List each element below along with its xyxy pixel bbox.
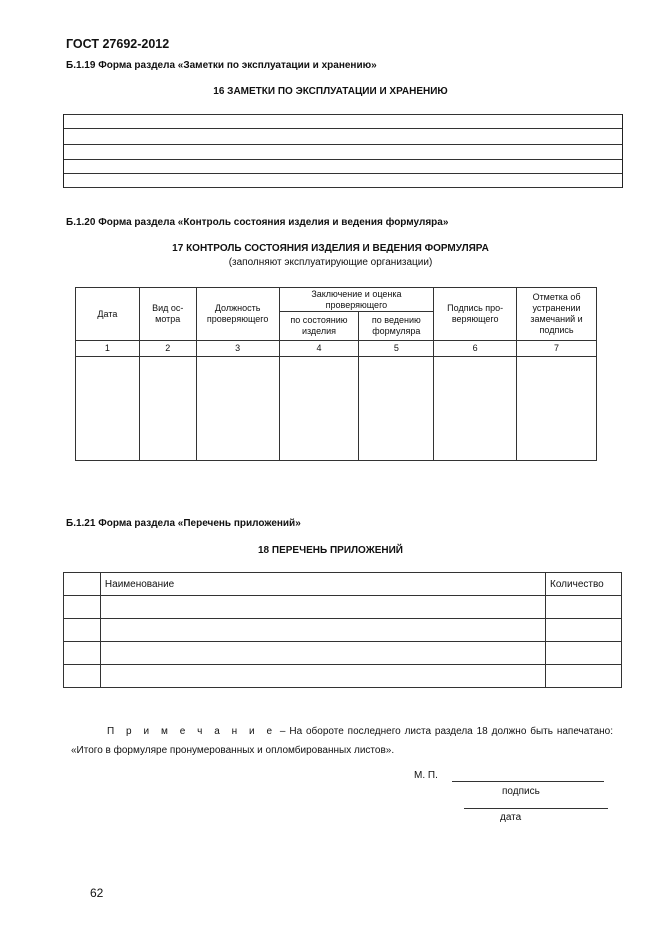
stamp-label: М. П. xyxy=(414,770,438,781)
col-qty-header: Количество xyxy=(546,573,622,596)
table-cell xyxy=(139,357,196,461)
page-number: 62 xyxy=(90,886,104,900)
table-cell xyxy=(517,357,597,461)
col-conclusion-header: Заключение и оценка проверяющего xyxy=(279,288,434,312)
table-cell xyxy=(64,596,101,619)
table-cell xyxy=(434,357,517,461)
section-20-subheading: (заполняют эксплуатирующие организации) xyxy=(228,257,433,268)
table-cell xyxy=(100,665,545,688)
table-cell xyxy=(64,665,101,688)
col-number: 4 xyxy=(279,341,359,357)
col-remarks-header: Отметка об устранении замечаний и подпись xyxy=(517,288,597,341)
table-cell xyxy=(279,357,359,461)
table-cell xyxy=(64,619,101,642)
col-number: 7 xyxy=(517,341,597,357)
section-20-title: Б.1.20 Форма раздела «Контроль состояния изделия и ведения формуляра» xyxy=(66,217,449,228)
table-cell xyxy=(546,596,622,619)
table-cell xyxy=(100,642,545,665)
table-cell xyxy=(100,596,545,619)
col-date-header: Дата xyxy=(76,288,140,341)
table-cell xyxy=(546,642,622,665)
section-19-title: Б.1.19 Форма раздела «Заметки по эксплуатации и хранению» xyxy=(66,60,377,71)
document-standard-header: ГОСТ 27692-2012 xyxy=(66,37,170,51)
date-caption: дата xyxy=(500,812,522,823)
signature-caption: подпись xyxy=(502,786,540,797)
table-cell xyxy=(546,665,622,688)
section-21-title: Б.1.21 Форма раздела «Перечень приложений» xyxy=(66,518,301,529)
col-name-header: Наименование xyxy=(100,573,545,596)
col-number: 1 xyxy=(76,341,140,357)
col-type-header: Вид ос-мотра xyxy=(139,288,196,341)
table-cell xyxy=(64,573,101,596)
col-number: 5 xyxy=(359,341,434,357)
table-cell xyxy=(546,619,622,642)
date-line xyxy=(464,808,608,809)
notes-form-area xyxy=(63,114,623,188)
note-text: – На обороте последнего листа раздела 18 должно быть напечатано: «Итого в формуляре пронумерованных и опломбированных листов». xyxy=(71,726,614,756)
notes-line xyxy=(64,159,622,160)
section-20-heading: 17 КОНТРОЛЬ СОСТОЯНИЯ ИЗДЕЛИЯ И ВЕДЕНИЯ ФОРМУЛЯРА xyxy=(172,243,489,254)
note-paragraph xyxy=(71,722,613,760)
notes-line xyxy=(64,114,622,115)
table-cell xyxy=(100,619,545,642)
notes-line xyxy=(64,128,622,129)
col-state-header: по состоянию изделия xyxy=(279,312,359,341)
notes-line xyxy=(64,173,622,174)
table-cell xyxy=(359,357,434,461)
notes-line xyxy=(64,144,622,145)
notes-line xyxy=(64,187,622,188)
table-cell xyxy=(76,357,140,461)
col-number: 2 xyxy=(139,341,196,357)
section-19-heading: 16 ЗАМЕТКИ ПО ЭКСПЛУАТАЦИИ И ХРАНЕНИЮ xyxy=(213,86,448,97)
table-cell xyxy=(196,357,279,461)
col-number: 6 xyxy=(434,341,517,357)
table-cell xyxy=(64,642,101,665)
col-number: 3 xyxy=(196,341,279,357)
note-label: П р и м е ч а н и е xyxy=(107,726,277,737)
appendix-list-table xyxy=(63,572,622,688)
section-21-heading: 18 ПЕРЕЧЕНЬ ПРИЛОЖЕНИЙ xyxy=(258,545,403,556)
signature-line xyxy=(452,781,604,782)
col-form-header: по ведению формуляра xyxy=(359,312,434,341)
col-signature-header: Подпись про-веряющего xyxy=(434,288,517,341)
inspection-table xyxy=(75,287,597,461)
col-position-header: Должность проверяющего xyxy=(196,288,279,341)
